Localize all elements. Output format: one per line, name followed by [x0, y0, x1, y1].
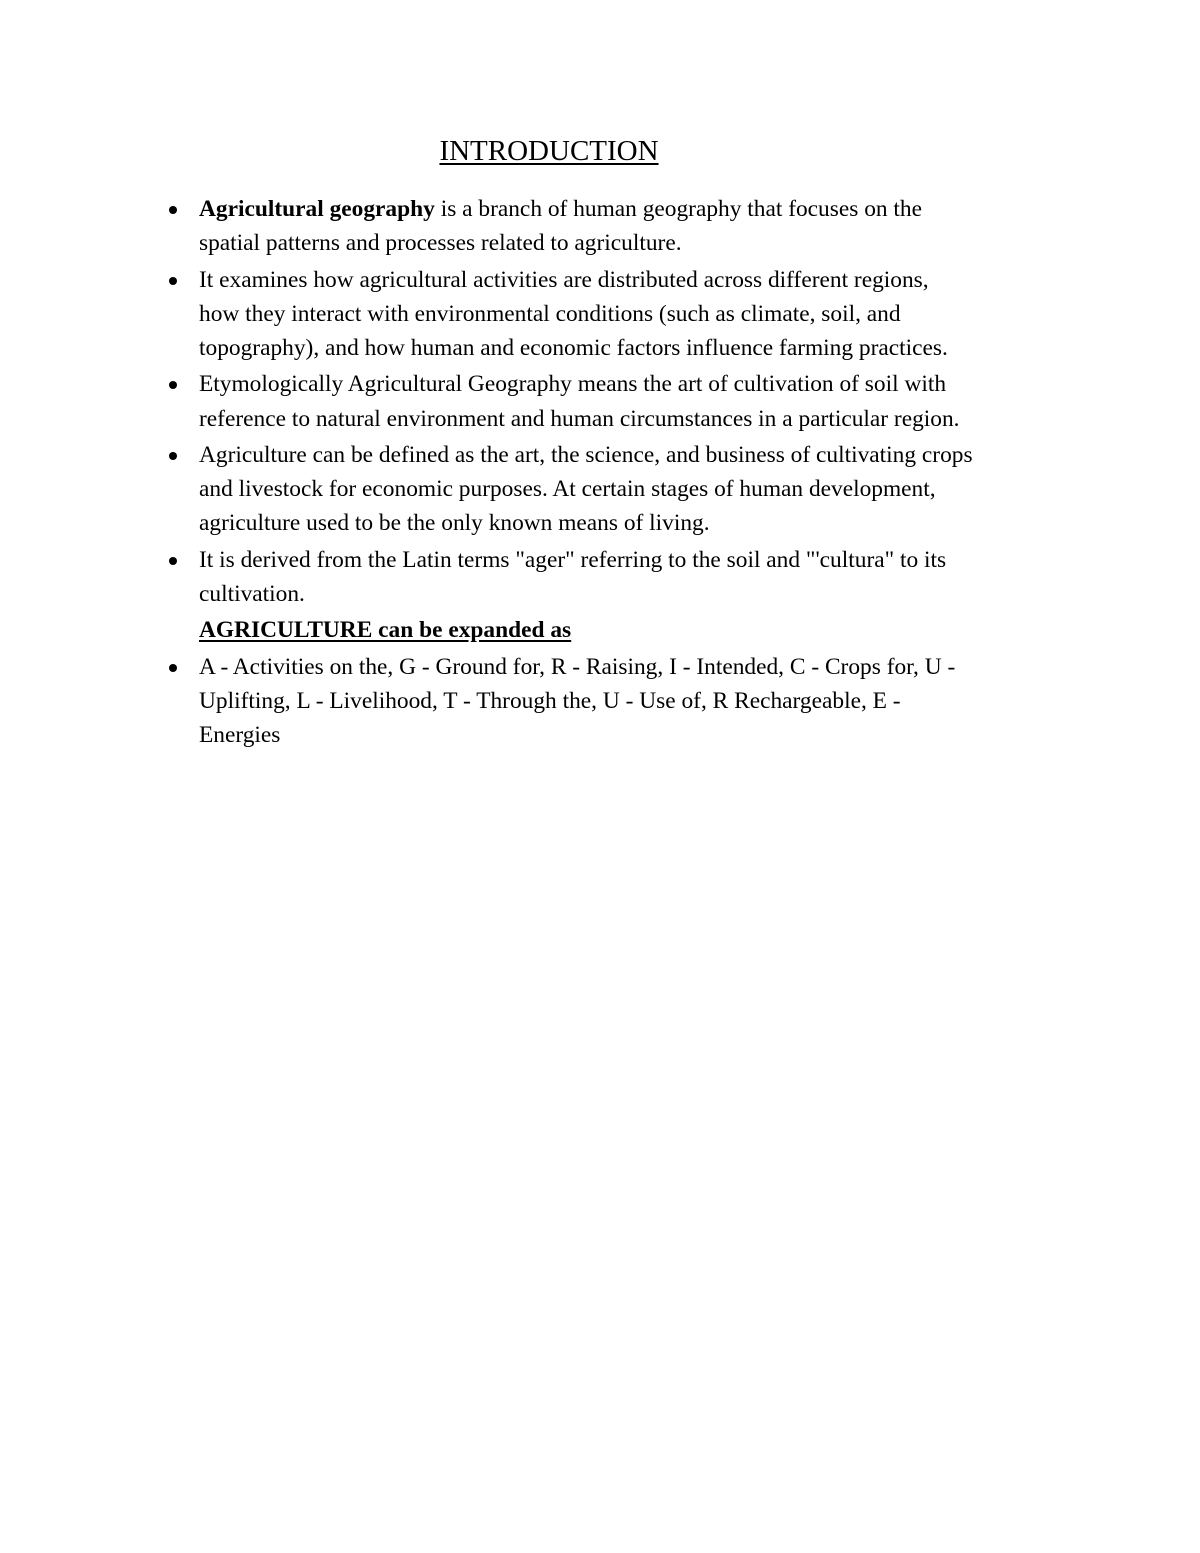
bullet-text: Etymologically Agricultural Geography means the art of cultivation of soil with reference to natural environment and human circumstances in a particular region. — [199, 371, 960, 432]
bullet-item-4 — [199, 438, 974, 541]
bullet-item-2 — [199, 263, 974, 366]
bullet-icon — [169, 452, 177, 460]
bullet-item-5 — [199, 543, 974, 611]
bullet-item-1 — [199, 192, 974, 260]
bullet-icon — [169, 381, 177, 389]
bullet-icon — [169, 277, 177, 285]
bullet-item-3 — [199, 367, 974, 435]
bullet-text: It examines how agricultural activities are distributed across different regions, how they interact with environmental conditions (such as climate, soil, and topography), and how human and economic factors influence farming practices. — [199, 266, 948, 361]
bullet-text: Agriculture can be defined as the art, the science, and business of cultivating crops and livestock for economic purposes. At certain stages of human development, agriculture used to be the only known means of living. — [199, 441, 973, 537]
bullet-icon — [169, 557, 177, 565]
bullet-item-expansion — [199, 650, 974, 753]
bullet-text: is a branch of human geography that focuses on the spatial patterns and processes related to agriculture. — [199, 196, 923, 257]
acronym-expansion-text: A - Activities on the, G - Ground for, R - Raising, I - Intended, C - Crops for, U - Uplifting, L - Livelihood, T - Through the, U - Use of, R Rechargeable, E - Energies — [199, 653, 956, 749]
bullet-icon — [169, 664, 177, 672]
section-subheading: AGRICULTURE can be expanded as — [199, 617, 572, 644]
bullet-lead-term: Agricultural geography — [199, 196, 435, 222]
bullet-text: It is derived from the Latin terms "ager" referring to the soil and "'cultura" to its cultivation. — [199, 546, 947, 607]
page-title: INTRODUCTION — [439, 135, 659, 167]
bullet-icon — [169, 206, 177, 214]
document-body — [199, 192, 974, 755]
